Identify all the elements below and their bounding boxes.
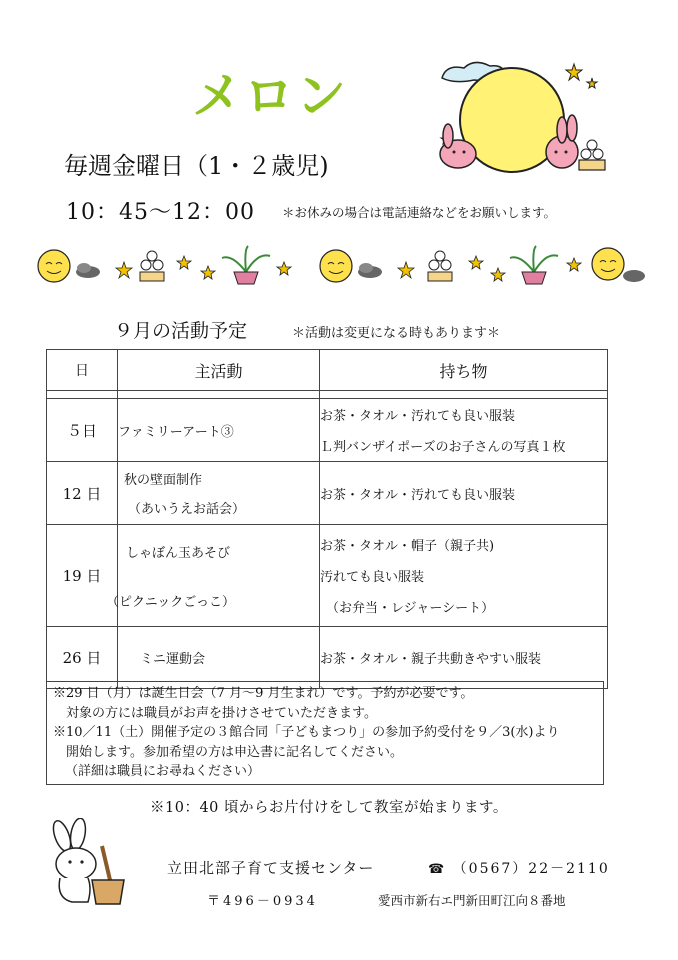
moon-rabbits-illustration [434, 56, 610, 178]
phone-number [428, 858, 610, 878]
item-line: Ｌ判バンザイポーズのお子さんの写真１枚 [320, 440, 566, 455]
day-cell: 19 日 [47, 525, 118, 627]
activity-cell [106, 525, 320, 627]
footnote-line: ※29 日（月）は誕生日会（7 月～9 月生まれ）です。予約が必要です。 [53, 686, 474, 701]
day-cell: ５日 [47, 399, 118, 462]
star-icon [277, 262, 291, 275]
star-icon [116, 262, 132, 278]
star-icon [201, 266, 215, 279]
item-line: 汚れても良い服装 [320, 570, 425, 585]
month-title: ９月の活動予定 [114, 320, 248, 342]
activity-text: ファミリーアート③ [118, 424, 234, 440]
dango-icon [140, 251, 164, 281]
pampas-grass-icon [510, 246, 558, 284]
center-name: 立田北部子育て支援センター [167, 859, 375, 877]
table-row [47, 462, 608, 525]
table-row [47, 399, 608, 462]
activity-cell [118, 399, 320, 462]
star-icon [398, 262, 414, 278]
item-line: お茶・タオル・帽子（親子共) [320, 539, 495, 554]
activity-text: ミニ運動会 [140, 652, 206, 667]
absence-note: ＊お休みの場合は電話連絡などをお願いします。 [282, 205, 557, 220]
postal-code: 〒496－0934 [207, 894, 318, 909]
month-note: ＊活動は変更になる時もあります＊ [292, 326, 501, 341]
footnote-line: 開始します。参加希望の方は申込書に記名してください。 [53, 744, 403, 760]
items-header: 持ち物 [320, 350, 608, 391]
footnote-line: ※10／11（土）開催予定の３館合同「子どもまつり」の参加予約受付を９／3(水)より [53, 725, 560, 740]
activity-text: しゃぼん玉あそび [126, 545, 231, 561]
mortar-icon [92, 846, 124, 904]
table-header-row [47, 350, 608, 391]
activity-subtext: （ピクニックごっこ） [106, 594, 235, 610]
item-line: （お弁当・レジャーシート） [326, 601, 495, 616]
items-cell [320, 462, 608, 525]
activity-cell [118, 627, 320, 689]
phone-text: （0567）22－2110 [452, 861, 610, 877]
item-line: お茶・タオル・汚れても良い服装 [320, 409, 516, 424]
moon-face-icon [592, 248, 624, 280]
telephone-icon: ☎ [428, 862, 447, 877]
item-line: お茶・タオル・親子共動きやすい服装 [320, 652, 542, 667]
table-row [47, 627, 608, 689]
address: 愛西市新右エ門新田町江向８番地 [378, 893, 566, 908]
activity-header: 主活動 [118, 350, 320, 391]
moon-face-icon [38, 250, 70, 282]
activity-table [46, 349, 608, 689]
activity-cell [118, 462, 320, 525]
activity-text: 秋の壁面制作 [124, 473, 203, 488]
page-title: メロン [192, 67, 348, 125]
items-cell [320, 399, 608, 462]
cloud-icon [358, 263, 382, 278]
rabbit-icon [50, 818, 96, 902]
moon-face-icon [320, 250, 352, 282]
footnotes-box [46, 681, 604, 785]
rabbit-mortar-illustration [48, 818, 128, 908]
items-cell [320, 525, 608, 627]
day-cell: 12 日 [47, 462, 118, 525]
table-row [47, 525, 608, 627]
class-schedule: 毎週金曜日（1・２歳児) [64, 152, 329, 180]
day-cell: 26 日 [47, 627, 118, 689]
star-icon [567, 258, 581, 271]
star-icon [177, 256, 191, 269]
footnote-line: （詳細は職員にお尋ねください） [65, 764, 261, 779]
dango-icon [428, 251, 452, 281]
star-icon [469, 256, 483, 269]
day-header: 日 [47, 350, 118, 391]
items-cell [320, 627, 608, 689]
footnote-line: 対象の方には職員がお声を掛けさせていただきます。 [53, 705, 377, 721]
pampas-grass-icon [222, 246, 270, 284]
class-time: 10：45～12：00 [66, 200, 255, 225]
activity-subtext: （あいうえお話会） [128, 502, 246, 517]
cleanup-note: ※10：40 頃からお片付けをして教室が始まります。 [150, 800, 508, 816]
cloud-icon [76, 263, 100, 278]
cloud-icon [623, 270, 645, 282]
star-icon [491, 268, 505, 281]
item-line: お茶・タオル・汚れても良い服装 [320, 487, 516, 503]
decorative-border [36, 244, 646, 288]
